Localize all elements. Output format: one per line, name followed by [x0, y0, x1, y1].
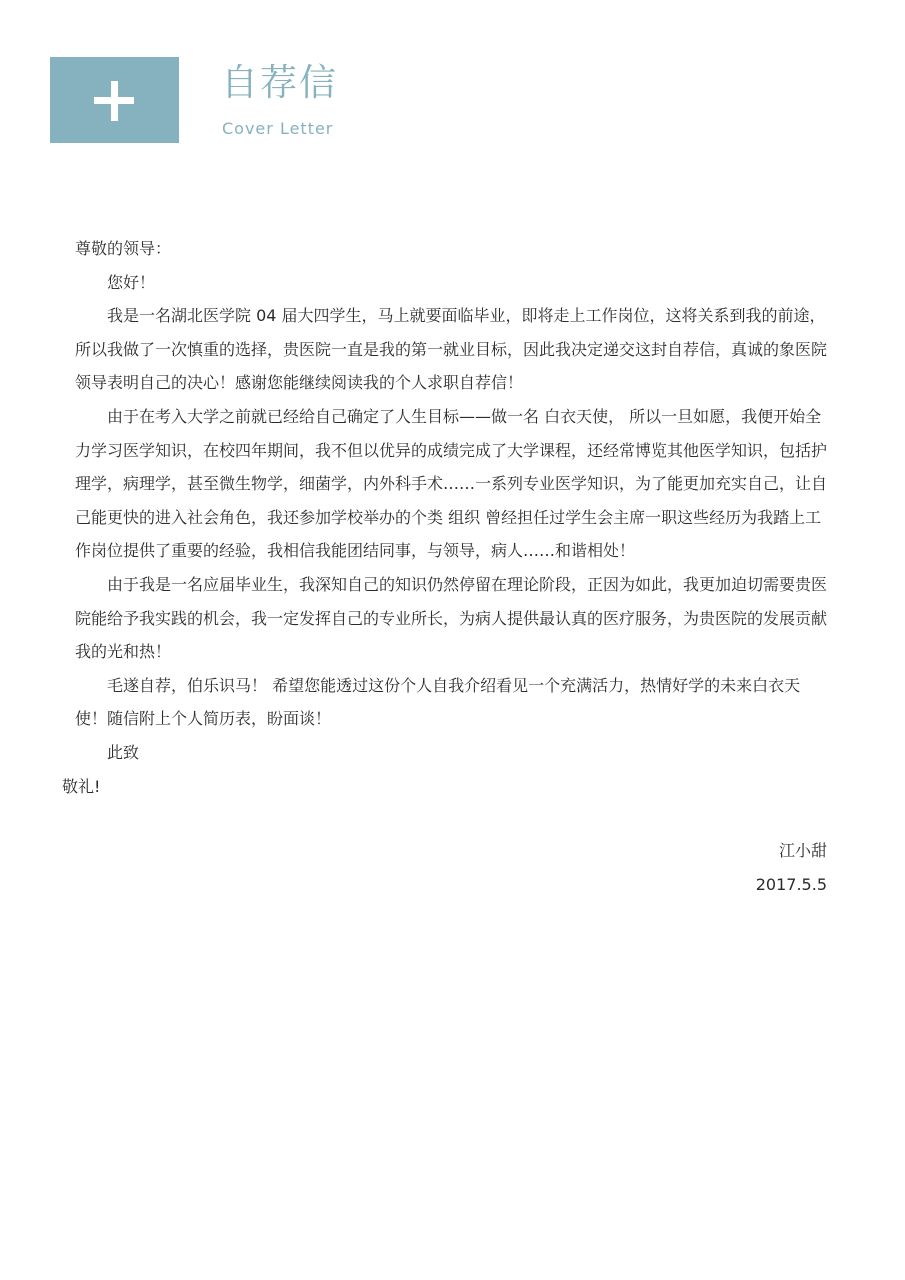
- salutation: 尊敬的领导：: [75, 239, 172, 258]
- paragraph-3: 由于我是一名应届毕业生，我深知自己的知识仍然停留在理论阶段，正因为如此，我更加迫切需要贵医院能给予我实践的机会，我一定发挥自己的专业所长，为病人提供最认真的医疗服务，为贵医院的发展贡献我的光和热！: [75, 574, 828, 662]
- document-title: 自荐信: [221, 61, 338, 104]
- closing-line-2: 敬礼!: [62, 776, 101, 796]
- signature-block: [756, 834, 827, 901]
- closing-line-1: 此致: [107, 742, 140, 762]
- header-logo-block: [50, 57, 179, 143]
- paragraph-2: 由于在考入大学之前就已经给自己确定了人生目标——做一名 白衣天使， 所以一旦如愿，我便开始全力学习医学知识，在校四年期间，我不但以优异的成绩完成了大学课程，还经常博览其他医学知识，包括护理学，病理学，甚至微生物学，细菌学，内外科手术……一系列专业医学知识，为了能更加充实自己，让自己能更快的进入社会角色，我还参加学校举办的个类 组织 曾经担任过学生会主席一职这些经历为我踏上工作岗位提供了重要的经验，我相信我能团结同事，与领导，病人……和谐相处！: [75, 406, 828, 561]
- document-subtitle: Cover Letter: [222, 119, 334, 138]
- greeting: 您好！: [107, 272, 156, 292]
- paragraph-4: 毛遂自荐，伯乐识马！ 希望您能透过这份个人自我介绍看见一个充满活力，热情好学的未来白衣天使！随信附上个人简历表，盼面谈！: [75, 675, 801, 729]
- signature-date: 2017.5.5: [755, 874, 827, 894]
- paragraph-1: 我是一名湖北医学院 04 届大四学生，马上就要面临毕业，即将走上工作岗位，这将关系到我的前途，所以我做了一次慎重的选择，贵医院一直是我的第一就业目标，因此我决定递交这封自荐信，真诚的象医院领导表明自己的决心！感谢您能继续阅读我的个人求职自荐信！: [75, 306, 828, 393]
- letter-body: [62, 232, 828, 803]
- plus-icon: [94, 81, 134, 121]
- signature-name: 江小甜: [778, 841, 827, 860]
